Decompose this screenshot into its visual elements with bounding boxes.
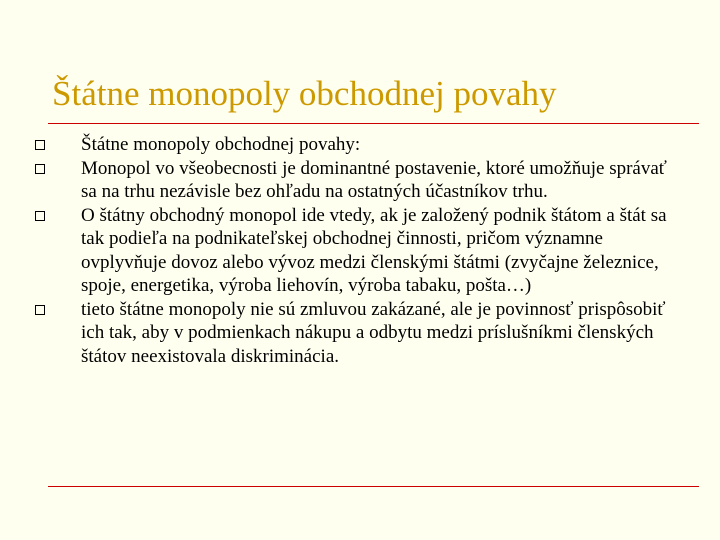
bullet-text: O štátny obchodný monopol ide vtedy, ak je založený podnik štátom a štát sa tak podieľa na podnikateľskej obchodnej činnosti, pričom významne ovplyvňuje dovoz alebo vývoz medzi členskými štátmi (zvyčajne železnice, spoje, energetika, výroba liehovín, výroba tabaku, pošta…) [81, 204, 667, 296]
hollow-square-icon [35, 211, 45, 221]
bullet-text: tieto štátne monopoly nie sú zmluvou zakázané, ale je povinnosť prispôsobiť ich tak, aby v podmienkach nákupu a odbytu medzi príslušníkmi členských štátov neexistovala diskriminácia. [81, 298, 666, 367]
hollow-square-icon [35, 140, 45, 150]
bullet-item [35, 157, 675, 204]
bullet-list [35, 133, 675, 368]
bullet-text: Monopol vo všeobecnosti je dominantné postavenie, ktoré umožňuje správať sa na trhu nezávisle bez ohľadu na ostatných účastníkov trhu. [81, 157, 667, 202]
slide-title: Štátne monopoly obchodnej povahy [52, 74, 557, 113]
bullet-item [35, 133, 675, 157]
hollow-square-icon [35, 305, 45, 315]
bullet-item [35, 204, 675, 298]
hollow-square-icon [35, 164, 45, 174]
footer-divider [48, 486, 699, 487]
title-divider [48, 123, 699, 124]
bullet-text: Štátne monopoly obchodnej povahy: [81, 134, 361, 155]
bullet-item [35, 298, 675, 369]
